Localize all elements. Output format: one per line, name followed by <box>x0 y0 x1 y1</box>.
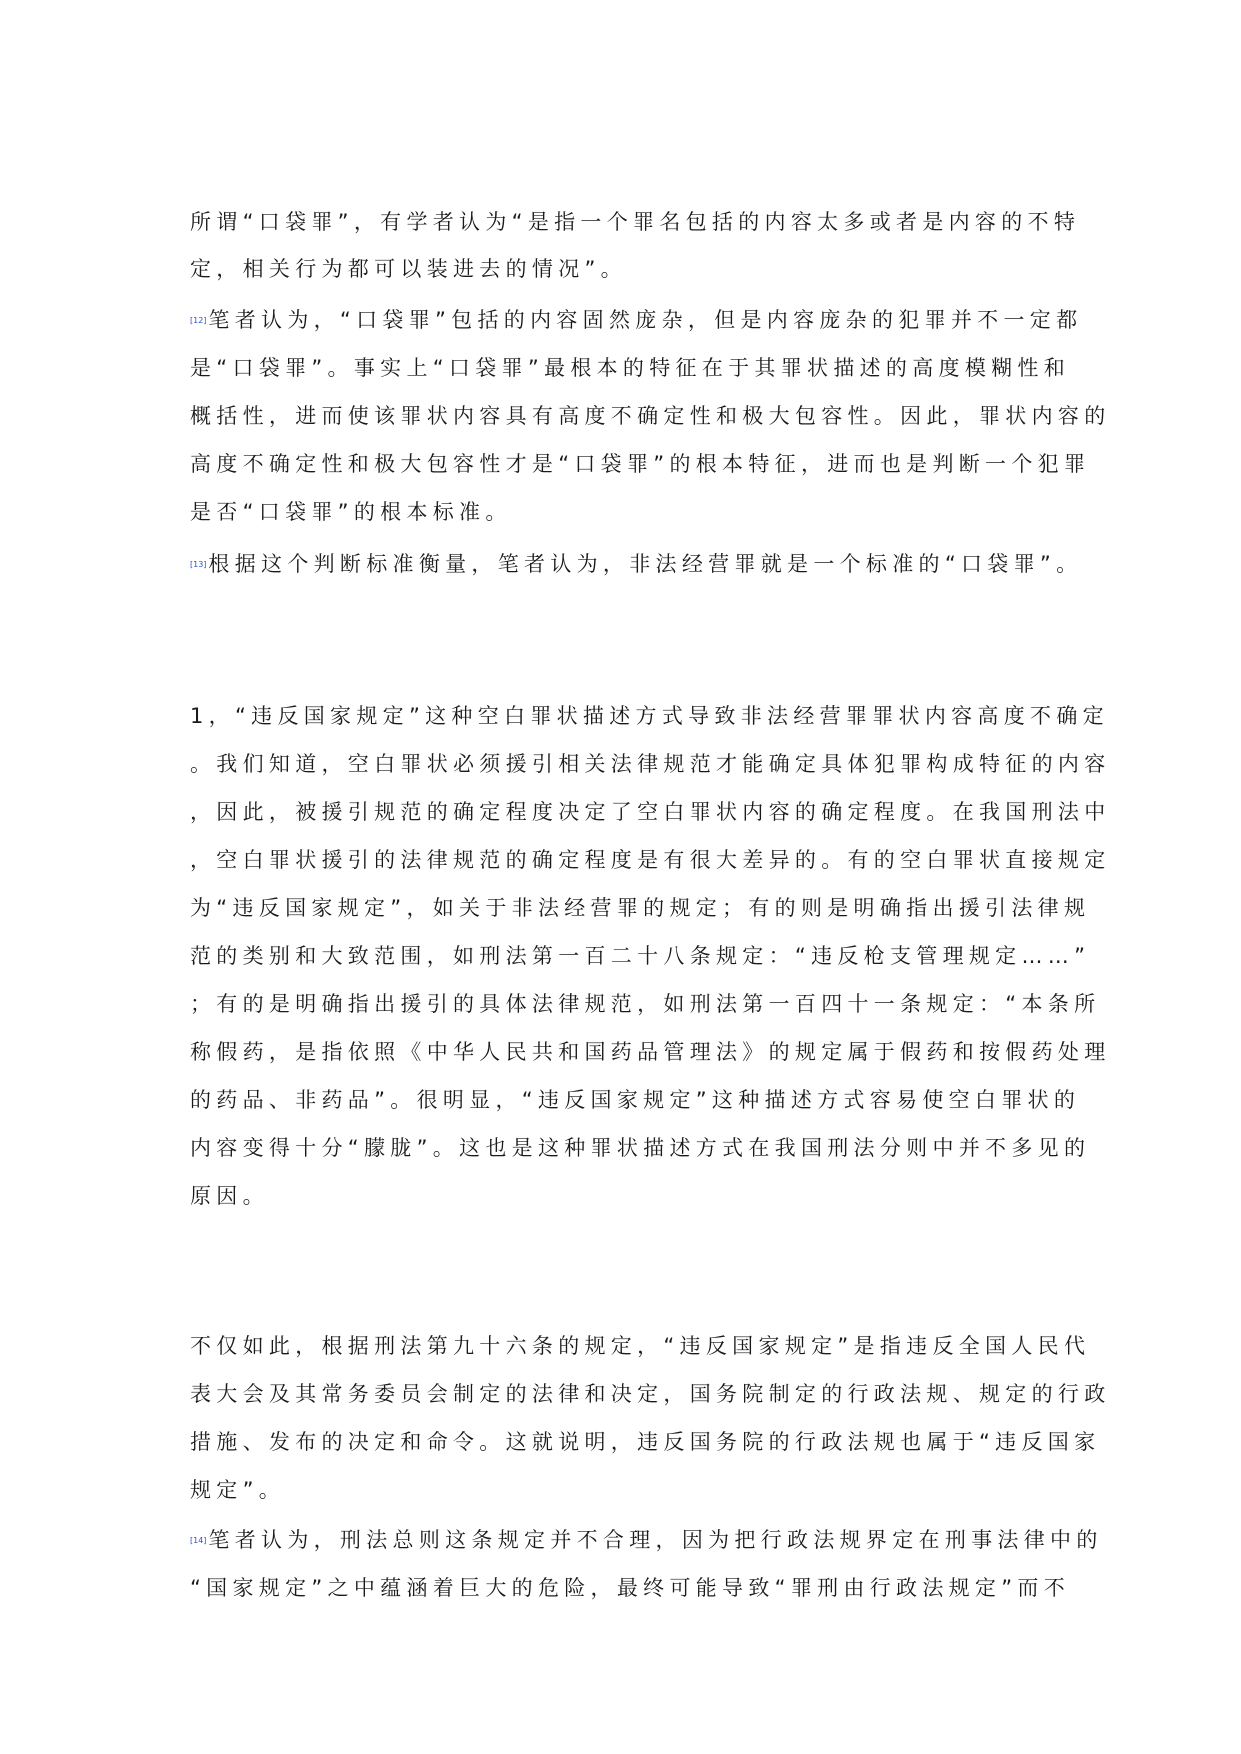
paragraph-4-line-10: 内容变得十分“朦胧”。这也是这种罪状描述方式在我国刑法分则中并不多见的 <box>190 1136 1091 1160</box>
paragraph-2-line-1-text: 笔者认为，“口袋罪”包括的内容固然庞杂，但是内容庞杂的犯罪并不一定都 <box>208 308 1083 332</box>
paragraph-5-line-3: 措施、发布的决定和命令。这就说明，违反国务院的行政法规也属于“违反国家 <box>190 1430 1101 1454</box>
paragraph-2-line-4: 高度不确定性和极大包容性才是“口袋罪”的根本特征，进而也是判断一个犯罪 <box>190 452 1091 476</box>
paragraph-4-line-1: 1，“违反国家规定”这种空白罪状描述方式导致非法经营罪罪状内容高度不确定 <box>190 704 1109 728</box>
paragraph-5-line-1: 不仅如此，根据刑法第九十六条的规定，“违反国家规定”是指违反全国人民代 <box>190 1334 1091 1358</box>
paragraph-4-line-3: ，因此，被援引规范的确定程度决定了空白罪状内容的确定程度。在我国刑法中 <box>190 800 1111 824</box>
paragraph-5-line-4: 规定”。 <box>190 1478 286 1502</box>
paragraph-4-line-2: 。我们知道，空白罪状必须援引相关法律规范才能确定具体犯罪构成特征的内容 <box>190 752 1111 776</box>
footnote-ref-14[interactable]: [14] <box>190 1536 207 1545</box>
paragraph-4-line-8: 称假药，是指依照《中华人民共和国药品管理法》的规定属于假药和按假药处理 <box>190 1040 1111 1064</box>
paragraph-2-line-5: 是否“口袋罪”的根本标准。 <box>190 500 512 524</box>
paragraph-3-line-1 <box>190 550 1082 578</box>
paragraph-4-line-4: ，空白罪状援引的法律规范的确定程度是有很大差异的。有的空白罪状直接规定 <box>190 848 1111 872</box>
footnote-ref-13[interactable]: [13] <box>190 560 207 569</box>
paragraph-3-line-1-text: 根据这个判断标准衡量，笔者认为，非法经营罪就是一个标准的“口袋罪”。 <box>208 552 1083 576</box>
paragraph-5-line-2: 表大会及其常务委员会制定的法律和决定，国务院制定的行政法规、规定的行政 <box>190 1382 1111 1406</box>
paragraph-2-line-3: 概括性，进而使该罪状内容具有高度不确定性和极大包容性。因此，罪状内容的 <box>190 404 1111 428</box>
footnote-ref-12[interactable]: [12] <box>190 316 207 325</box>
paragraph-6-line-2: “国家规定”之中蕴涵着巨大的危险，最终可能导致“罪刑由行政法规定”而不 <box>190 1576 1071 1600</box>
paragraph-6-line-1-text: 笔者认为，刑法总则这条规定并不合理，因为把行政法规界定在刑事法律中的 <box>208 1528 1103 1552</box>
paragraph-2-line-2: 是“口袋罪”。事实上“口袋罪”最根本的特征在于其罪状描述的高度模糊性和 <box>190 356 1071 380</box>
paragraph-1-line-2: 定，相关行为都可以装进去的情况”。 <box>190 257 627 281</box>
paragraph-4-line-7: ；有的是明确指出援引的具体法律规范，如刑法第一百四十一条规定：“本条所 <box>190 992 1101 1016</box>
paragraph-2-line-1 <box>190 306 1082 334</box>
paragraph-6-line-1 <box>190 1526 1103 1554</box>
paragraph-4-line-6: 范的类别和大致范围，如刑法第一百二十八条规定：“违反枪支管理规定……” <box>190 944 1091 968</box>
paragraph-4-line-9: 的药品、非药品”。很明显，“违反国家规定”这种描述方式容易使空白罪状的 <box>190 1088 1081 1112</box>
paragraph-1-line-1: 所谓“口袋罪”，有学者认为“是指一个罪名包括的内容太多或者是内容的不特 <box>190 210 1081 234</box>
paragraph-4-line-5: 为“违反国家规定”，如关于非法经营罪的规定；有的则是明确指出援引法律规 <box>190 896 1091 920</box>
paragraph-4-line-11: 原因。 <box>190 1184 269 1208</box>
